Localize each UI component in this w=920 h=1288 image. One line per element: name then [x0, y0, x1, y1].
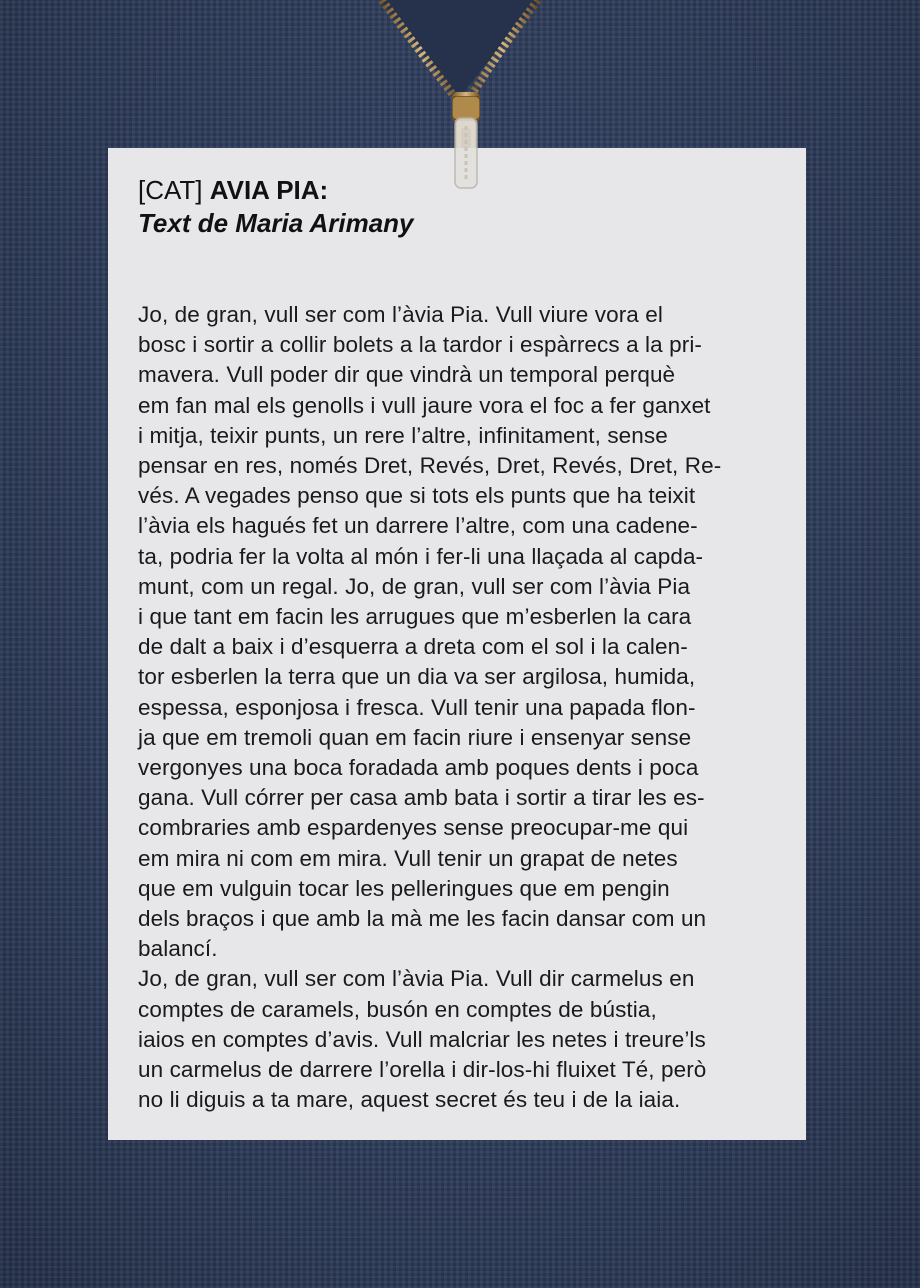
text-line: que em vulguin tocar les pelleringues que em pengin	[138, 875, 670, 901]
text-line: no li diguis a ta mare, aquest secret és teu i de la iaia.	[138, 1087, 681, 1113]
text-line: vés. A vegades penso que si tots els punts que ha teixit	[138, 483, 696, 509]
text-line: Jo, de gran, vull ser com l’àvia Pia. Vull viure vora el	[138, 302, 663, 327]
text-line: espessa, esponjosa i fresca. Vull tenir una papada flon-	[138, 694, 696, 720]
title: AVIA PIA:	[209, 175, 329, 205]
text-line: un carmelus de darrere l’orella i dir-los-hi fluixet Té, però	[138, 1057, 707, 1083]
text-line: dels braços i que amb la mà me les facin dansar com un	[138, 906, 707, 932]
body-text	[138, 300, 776, 1115]
text-card	[108, 148, 806, 1140]
text-line: em mira ni com em mira. Vull tenir un grapat de netes	[138, 845, 678, 871]
text-line: bosc i sortir a collir bolets a la tardor i espàrrecs a la pri-	[138, 332, 703, 358]
text-line: ta, podria fer la volta al món i fer-li una llaçada al capda-	[138, 543, 704, 569]
text-line: comptes de caramels, busón en comptes de bústia,	[138, 996, 657, 1022]
language-tag: [CAT]	[138, 175, 203, 205]
text-line: iaios en comptes d’avis. Vull malcriar les netes i treure’ls	[138, 1026, 706, 1052]
text-line: combraries amb espardenyes sense preocupar-me qui	[138, 815, 689, 841]
text-line: em fan mal els genolls i vull jaure vora el foc a fer ganxet	[138, 392, 711, 418]
author-subtitle: Text de Maria Arimany	[138, 208, 414, 238]
text-line: ja que em tremoli quan em facin riure i ensenyar sense	[138, 724, 692, 750]
zipper-pull-icon	[452, 96, 480, 192]
text-line: i que tant em facin les arrugues que m’esberlen la cara	[138, 604, 692, 630]
text-line: i mitja, teixir punts, un rere l’altre, infinitament, sense	[138, 422, 668, 448]
text-line: l’àvia els hagués fet un darrere l’altre, com una cadene-	[138, 513, 698, 539]
text-line: tor esberlen la terra que un dia va ser argilosa, humida,	[138, 664, 696, 690]
text-line: balancí.	[138, 936, 218, 962]
text-line: Jo, de gran, vull ser com l’àvia Pia. Vull dir carmelus en	[138, 966, 695, 992]
text-line: mavera. Vull poder dir que vindrà un temporal perquè	[138, 362, 676, 388]
text-line: vergonyes una boca foradada amb poques dents i poca	[138, 755, 699, 781]
text-line: munt, com un regal. Jo, de gran, vull ser com l’àvia Pia	[138, 573, 691, 599]
text-line: gana. Vull córrer per casa amb bata i sortir a tirar les es-	[138, 785, 705, 811]
text-line: pensar en res, només Dret, Revés, Dret, Revés, Dret, Re-	[138, 453, 722, 479]
text-line: de dalt a baix i d’esquerra a dreta com el sol i la calen-	[138, 634, 688, 660]
